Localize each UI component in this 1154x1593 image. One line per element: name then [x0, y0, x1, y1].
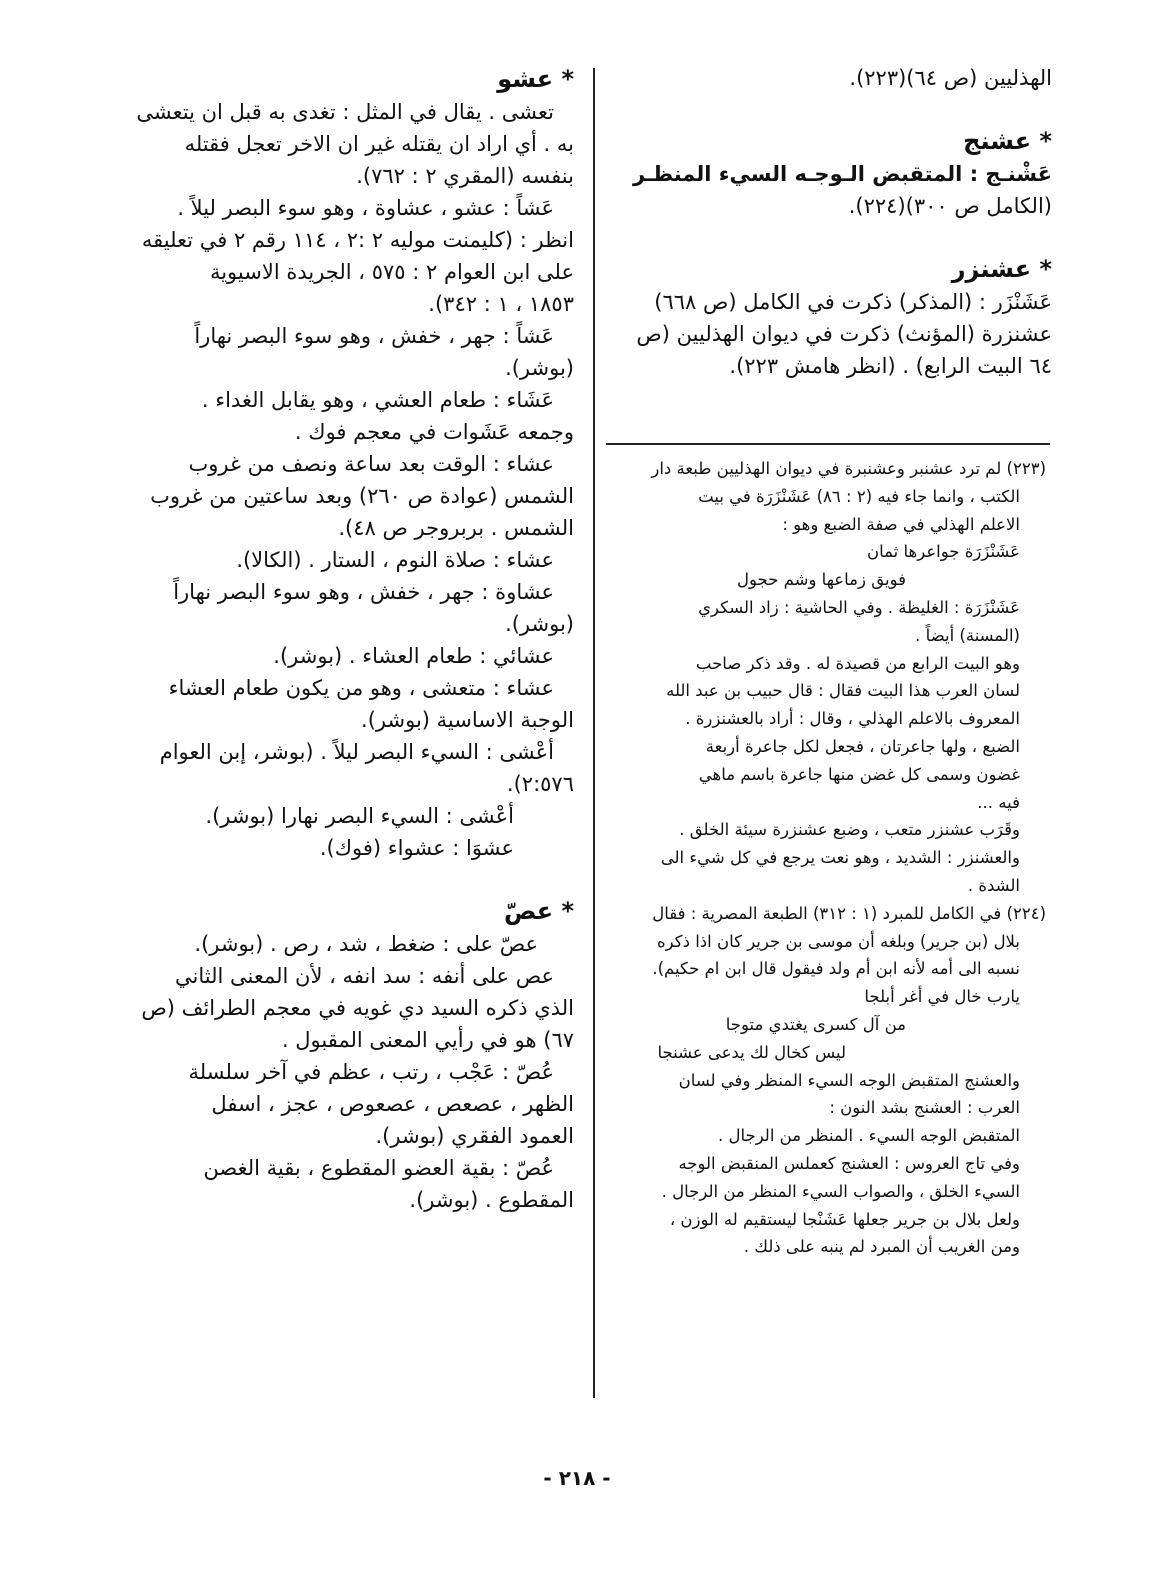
text-line: على ابن العوام ٢ : ٥٧٥ ، الجريدة الاسيوية [209, 260, 574, 284]
footnote-line: الاعلم الهذلي في صفة الضبع وهو : [782, 514, 1020, 534]
footnote-line: يارب خال في أغر أبلجا [864, 987, 1020, 1007]
text-line: عَشَنْزَر : (المذكر) ذكرت في الكامل (ص ٦٦٨) [654, 290, 1052, 314]
spacer [92, 864, 574, 894]
text-line: وجمعه عَشَوات في معجم فوك . [294, 420, 574, 444]
text-line: عَشاً : عشو ، عشاوة ، وهو سوء البصر ليلاً . [177, 196, 554, 220]
text-line: عشوَا : عشواء (فوك). [319, 836, 514, 860]
footnote-line: المتقبض الوجه السيء . المنظر من الرجال . [718, 1126, 1020, 1146]
text-line: عَشاً : جهر ، خفش ، وهو سوء البصر نهاراً [194, 324, 554, 348]
text-line: أعْشى : السيء البصر نهارا (بوشر). [205, 804, 514, 828]
text-line: تعشى . يقال في المثل : تغدى به قبل ان يتعشى [136, 100, 554, 124]
text-line: عصّ على : ضغط ، شد ، رص . (بوشر). [194, 932, 538, 956]
entry-heading: * عشو [497, 65, 574, 93]
column-divider [593, 68, 595, 1398]
footnote-line: عَشَنْزَرَة جواعرها ثمان [866, 542, 1020, 562]
footnote-line: المعروف بالاعلم الهذلي ، وقال : أراد بالعشنزرة . [685, 709, 1020, 729]
text-line: الهذليين (ص ٦٤)(٢٢٣). [849, 66, 1052, 90]
footnotes [606, 455, 1046, 1261]
text-line: الذي ذكره السيد دي غويه في معجم الطرائف (ص [141, 996, 574, 1020]
footnote-line: (٢٢٤) في الكامل للمبرد (١ : ٣١٢) الطبعة المصرية : فقال [652, 903, 1046, 923]
footnote-line: الشدة . [967, 875, 1020, 895]
text-line: عشائي : طعام العشاء . (بوشر). [273, 644, 554, 668]
text-line: عُصّ : عَجْب ، رتب ، عظم في آخر سلسلة [188, 1060, 554, 1084]
footnote-line: ولعل بلال بن جرير جعلها عَشَنْجا ليستقيم له الوزن ، [669, 1209, 1020, 1229]
text-line: عص على أنفه : سد انفه ، لأن المعنى الثاني [175, 964, 554, 988]
entry-heading: * عشنزر [951, 255, 1052, 283]
spacer [612, 94, 1052, 124]
footnote-line: غضون وسمى كل غضن منها جاعرة باسم ماهي [698, 764, 1020, 784]
footnote-line: الكتب ، وانما جاء فيه (٢ : ٨٦) عَشَنْزَرَة في بيت [698, 486, 1020, 506]
text-line: ١٨٥٣ ، ١ : ٣٤٢). [428, 292, 574, 316]
text-line: الشمس . بربروجر ص ٤٨). [338, 516, 574, 540]
footnote-line: (المسنة) أيضاً . [915, 625, 1020, 645]
footnote-line: السيء الخلق ، والصواب السيء المنظر من الرجال . [661, 1181, 1020, 1201]
text-line: عَشَاء : طعام العشي ، وهو يقابل الغداء . [201, 388, 554, 412]
text-line: الظهر ، عصعص ، عصعوص ، عجز ، اسفل [211, 1092, 574, 1116]
footnote-line: فويق زماعها وشم حجول [737, 570, 906, 590]
footnote-line: والعشنج المتقبض الوجه السيء المنظر وفي لسان [678, 1070, 1020, 1090]
footnote-line: والعشنزر : الشديد ، وهو نعت يرجع في كل شيء الى [660, 848, 1020, 868]
footnote-line: ليس كخال لك يدعى عشنجا [657, 1042, 846, 1062]
text-line: (الكامل ص ٣٠٠)(٢٢٤). [848, 194, 1052, 218]
text-line: ٦٤ البيت الرابع) . (انظر هامش ٢٢٣). [729, 354, 1052, 378]
text-line: عشاء : متعشى ، وهو من يكون طعام العشاء [168, 676, 554, 700]
text-line: بنفسه (المقري ٢ : ٧٦٢). [356, 164, 574, 188]
text-line: الوجبة الاساسية (بوشر). [361, 708, 574, 732]
text-line: أعْشى : السيء البصر ليلاً . (بوشر، إبن العوام [159, 740, 554, 764]
entry-heading: * عشنج [963, 127, 1052, 155]
text-line: انظر : (كليمنت موليه ٢ :٢ ، ١١٤ رقم ٢ في تعليقه [141, 228, 574, 252]
footnote-line: لسان العرب هذا البيت فقال : قال حبيب بن عبد الله [666, 681, 1020, 701]
footnote-line: عَشَنْزَرَة : الغليظة . وفي الحاشية : زاد السكري [698, 597, 1020, 617]
entry-heading: * عصّ [503, 897, 574, 925]
text-line: (بوشر). [505, 356, 574, 380]
footnote-line: (٢٢٣) لم ترد عشنبر وعشنبرة في ديوان الهذليين طبعة دار [651, 459, 1046, 478]
text-line: به . أي اراد ان يقتله غير ان الاخر تعجل فقتله [184, 132, 574, 156]
footnote-line: من آل كسرى يغتدي متوجا [725, 1014, 906, 1034]
spacer [612, 222, 1052, 252]
footnote-line: وهو البيت الرابع من قصيدة له . وقد ذكر صاحب [695, 653, 1020, 673]
footnote-line: ومن الغريب أن المبرد لم ينبه على ذلك . [743, 1237, 1020, 1257]
text-line: عَشْنـج : المتقبض الـوجـه السيء المنظـر [633, 162, 1052, 186]
left-column [92, 62, 574, 1216]
text-line: عشنزرة (المؤنث) ذكرت في ديوان الهذليين (ص [636, 322, 1052, 346]
text-line: ٢:٥٧٦). [506, 772, 574, 796]
text-line: عشاوة : جهر ، خفش ، وهو سوء البصر نهاراً [173, 580, 554, 604]
right-column [612, 62, 1052, 382]
text-line: العمود الفقري (بوشر). [375, 1124, 574, 1148]
footnote-line: بلال (بن جرير) وبلغه أن موسى بن جرير كان اذا ذكره [657, 931, 1020, 951]
footnote-line: نسبه الى أمه لأنه ابن أم ولد فيقول قال ابن ام حكيم). [652, 959, 1020, 979]
text-line: عشاء : الوقت بعد ساعة ونصف من غروب [188, 452, 554, 476]
text-line: (بوشر). [505, 612, 574, 636]
text-line: المقطوع . (بوشر). [409, 1188, 574, 1212]
text-line: ٦٧) هو في رأيي المعنى المقبول . [281, 1028, 574, 1052]
footnote-rule [606, 443, 1050, 445]
text-line: الشمس (عوادة ص ٢٦٠) وبعد ساعتين من غروب [150, 484, 574, 508]
text-line: عُصّ : بقية العضو المقطوع ، بقية الغصن [203, 1156, 554, 1180]
footnote-line: وفي تاج العروس : العشنج كعملس المنقبض الوجه [678, 1153, 1020, 1173]
footnote-line: وقَرَب عشنزر متعب ، وضبع عشنزرة سيئة الخلق . [679, 820, 1020, 840]
footnote-line: العرب : العشنج بشد النون : [829, 1098, 1020, 1118]
text-line: عشاء : صلاة النوم ، الستار . (الكالا). [236, 548, 554, 572]
footnote-line: فيه ... [977, 792, 1020, 812]
page-number: - ٢١٨ - [543, 1466, 611, 1490]
footnote-line: الضبع ، ولها جاعرتان ، فجعل لكل جاعرة أربعة [705, 736, 1020, 756]
